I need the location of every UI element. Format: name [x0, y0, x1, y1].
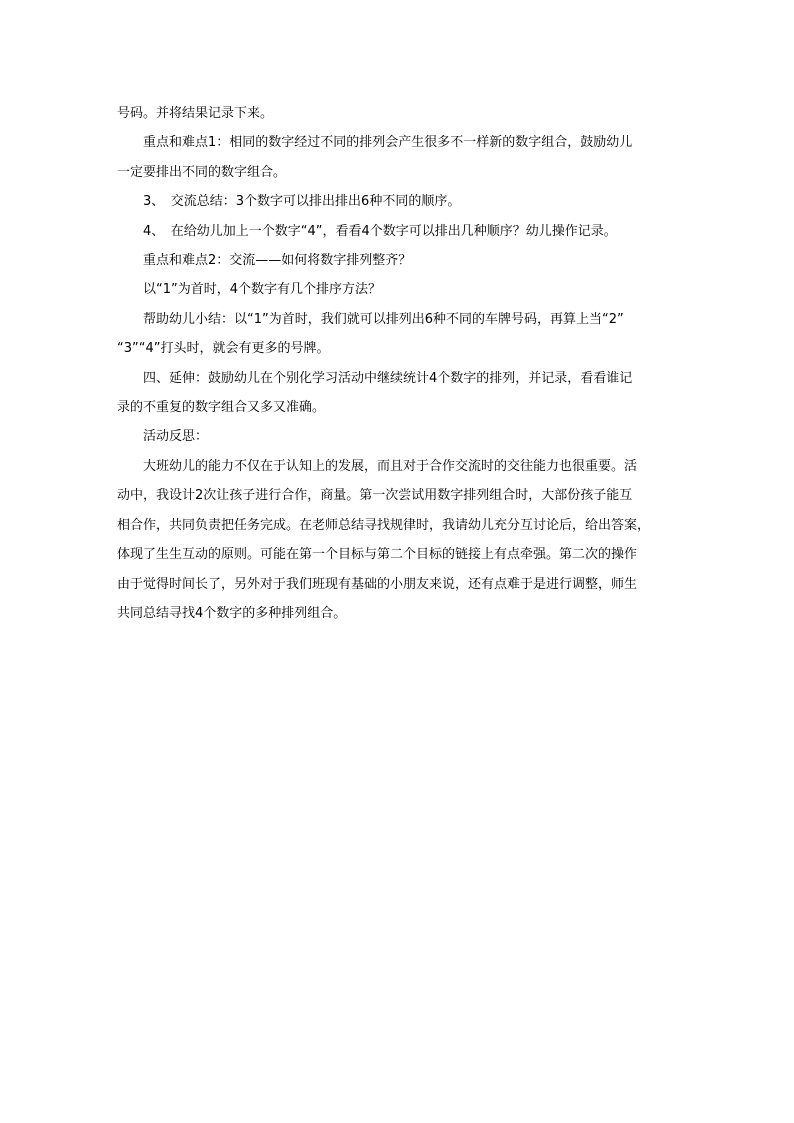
text-line: 录的不重复的数字组合又多又准确。: [117, 400, 326, 416]
text-line: “3”“4”打头时，就会有更多的号牌。: [117, 341, 330, 357]
paragraph-key-point-1: [117, 128, 679, 187]
paragraph-reflection-heading: [117, 422, 679, 451]
text-line: 大班幼儿的能力不仅在于认知上的发展，而且对于合作交流时的交往能力也很重要。活: [143, 458, 638, 474]
text-line: 一定要排出不同的数字组合。: [117, 164, 287, 180]
paragraph-summary: [117, 305, 679, 364]
paragraph-question: [117, 275, 679, 304]
text-line: 四、延伸：鼓励幼儿在个别化学习活动中继续统计4个数字的排列，并记录，看看谁记: [143, 370, 633, 386]
text-line: 重点和难点1：相同的数字经过不同的排列会产生很多不一样新的数字组合，鼓励幼儿: [143, 135, 633, 151]
text-line: 重点和难点2：交流——如何将数字排列整齐？: [143, 253, 412, 269]
paragraph-extension: [117, 364, 679, 423]
text-line: 以“1”为首时，4个数字有几个排序方法？: [143, 282, 382, 298]
paragraph-step-4: [117, 217, 679, 246]
document-body: [117, 99, 679, 628]
paragraph-reflection-body: [117, 452, 679, 628]
text-line: 帮助幼儿小结：以“1”为首时，我们就可以排列出6种不同的车牌号码，再算上当“2”: [143, 311, 624, 327]
text-line: 体现了生生互动的原则。可能在第一个目标与第二个目标的链接上有点牵强。第二次的操作: [117, 547, 638, 563]
text-line: 号码。并将结果记录下来。: [117, 106, 274, 121]
text-line: 相合作，共同负责把任务完成。在老师总结寻找规律时，我请幼儿充分互讨论后，给出答案，: [117, 517, 651, 533]
text-line: 共同总结寻找4个数字的多种排列组合。: [117, 605, 347, 621]
paragraph-intro: [117, 99, 679, 128]
text-line: 动中，我设计2次让孩子进行合作，商量。第一次尝试用数字排列组合时，大部份孩子能互: [117, 488, 633, 504]
text-line: 3、 交流总结：3个数字可以排出排出6种不同的顺序。: [143, 194, 461, 210]
text-line: 活动反思：: [143, 429, 209, 445]
paragraph-step-3: [117, 187, 679, 216]
text-line: 4、 在给幼儿加上一个数字“4”，看看4个数字可以排出几种顺序？幼儿操作记录。: [143, 223, 617, 239]
text-line: 由于觉得时间长了，另外对于我们班现有基础的小朋友来说，还有点难于是进行调整，师生: [117, 576, 638, 592]
paragraph-key-point-2: [117, 246, 679, 275]
